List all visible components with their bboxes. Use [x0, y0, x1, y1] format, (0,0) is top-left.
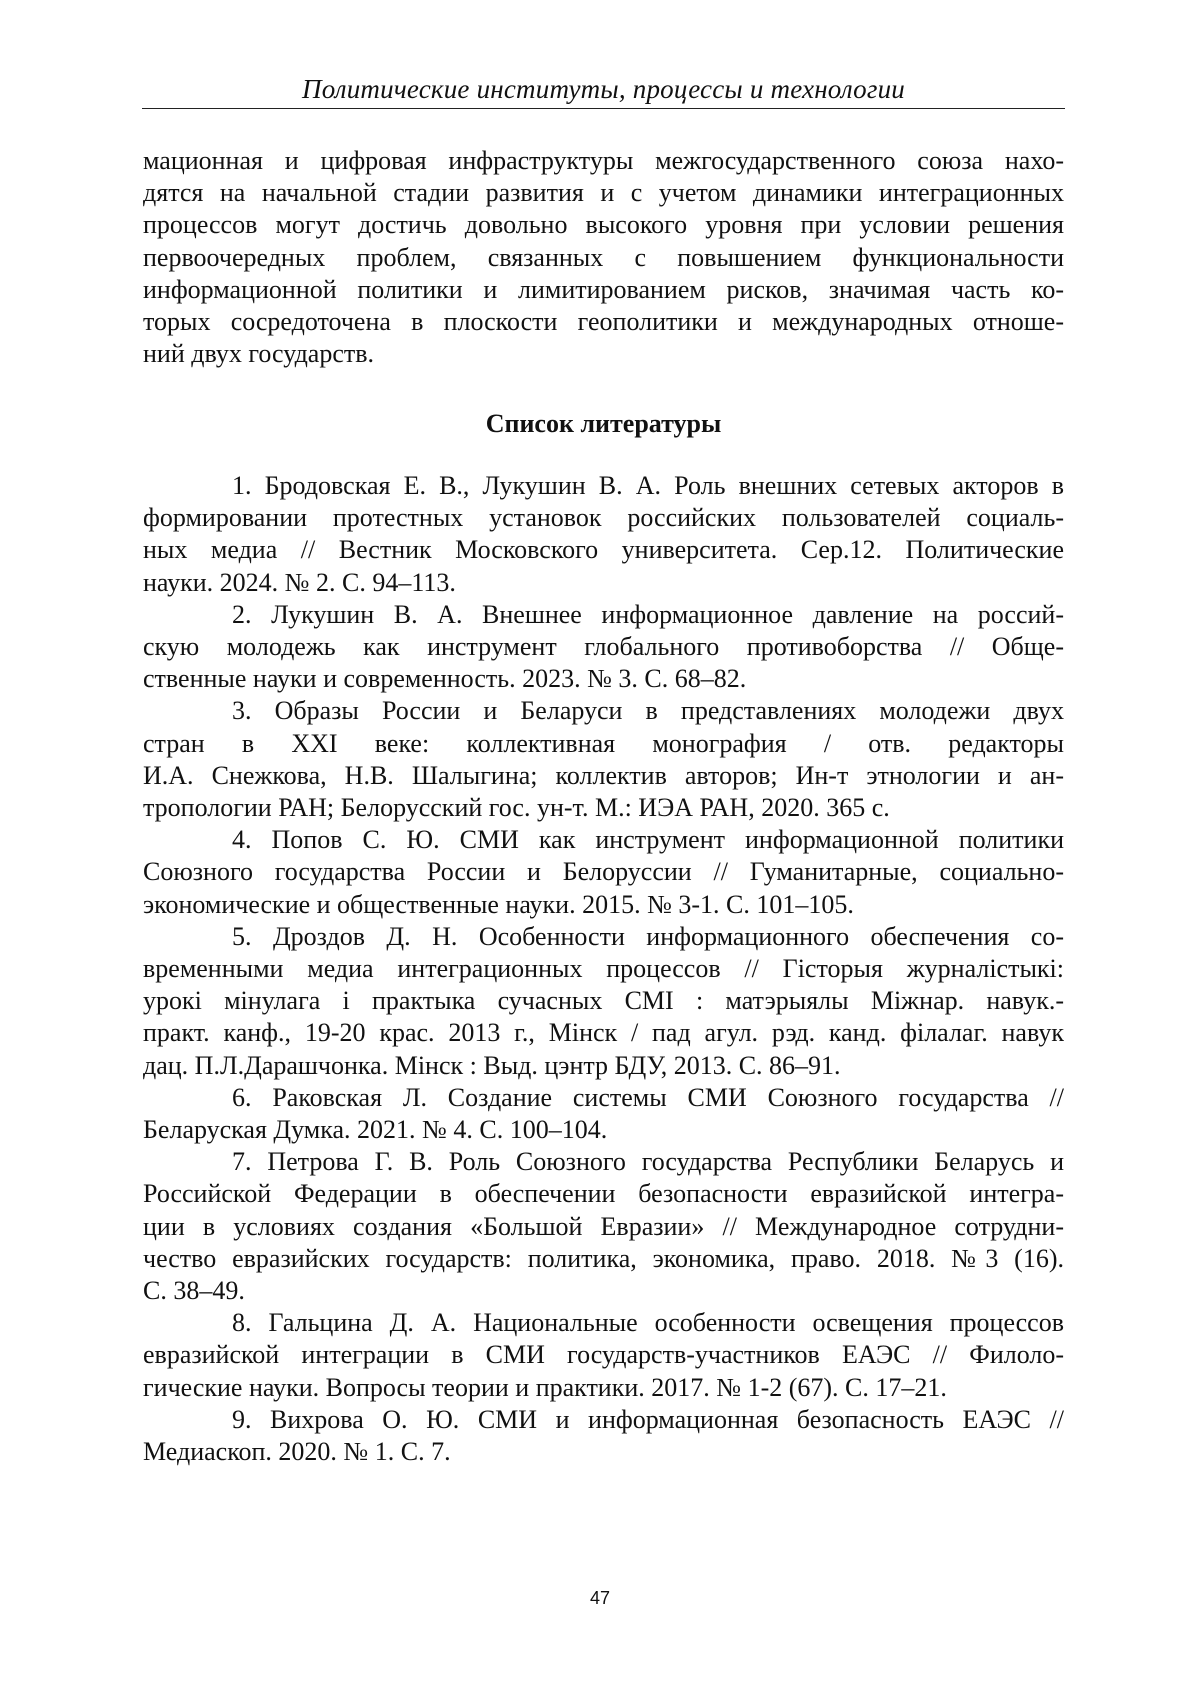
reference-line: С. 38–49. — [143, 1276, 245, 1306]
reference-line: дац. П.Л.Дарашчонка. Мінск : Выд. цэнтр БДУ, 2013. С. 86–91. — [143, 1050, 841, 1080]
reference-line: ных медиа // Вестник Московского университета. Сер.12. Политические — [143, 535, 1064, 565]
references-heading: Список литературы — [485, 409, 722, 438]
body-line: торых сосредоточена в плоскости геополитики и международных отноше- — [143, 307, 1064, 337]
reference-line: тропологии РАН; Белорусский гос. ун-т. М.: ИЭА РАН, 2020. 365 с. — [143, 793, 890, 823]
reference-line: скую молодежь как инструмент глобального противоборства // Обще- — [143, 632, 1064, 662]
reference-item-8 — [143, 1307, 1064, 1404]
body-paragraph — [143, 145, 1064, 370]
running-header: Политические институты, процессы и технологии — [302, 74, 905, 104]
reference-line: ции в условиях создания «Большой Евразии» // Международное сотрудни- — [143, 1211, 1064, 1241]
reference-item-3 — [143, 695, 1064, 824]
reference-item-7 — [143, 1146, 1064, 1307]
reference-line: 5. Дроздов Д. Н. Особенности информационного обеспечения со- — [232, 921, 1064, 951]
reference-line: Российской Федерации в обеспечении безопасности евразийской интегра- — [143, 1179, 1064, 1209]
body-line: информационной политики и лимитированием рисков, значимая часть ко- — [143, 274, 1064, 304]
reference-line: 6. Раковская Л. Создание системы СМИ Союзного государства // — [232, 1082, 1064, 1112]
reference-item-1 — [143, 470, 1064, 599]
reference-item-9 — [143, 1404, 1064, 1468]
reference-line: Беларуская Думка. 2021. № 4. С. 100–104. — [143, 1115, 608, 1145]
body-line: мационная и цифровая инфраструктуры межгосударственного союза нахо- — [143, 146, 1064, 175]
reference-line: формировании протестных установок российских пользователей социаль- — [143, 503, 1064, 533]
reference-item-2 — [143, 599, 1064, 696]
reference-line: 3. Образы России и Беларуси в представлениях молодежи двух — [232, 696, 1064, 726]
reference-line: практ. канф., 19-20 крас. 2013 г., Мінск / пад агул. рэд. канд. філалаг. навук — [143, 1018, 1064, 1048]
reference-line: стран в XXI веке: коллективная монография / отв. редакторы — [143, 728, 1064, 758]
reference-line: 9. Вихрова О. Ю. СМИ и информационная безопасность ЕАЭС // — [232, 1404, 1064, 1434]
reference-line: Союзного государства России и Белоруссии // Гуманитарные, социально- — [143, 857, 1064, 887]
reference-line: 4. Попов С. Ю. СМИ как инструмент информационной политики — [232, 825, 1064, 855]
body-line: процессов могут достичь довольно высокого уровня при условии решения — [143, 210, 1064, 240]
reference-line: 1. Бродовская Е. В., Лукушин В. А. Роль внешних сетевых акторов в — [232, 471, 1064, 500]
body-line: дятся на начальной стадии развития и с учетом динамики интеграционных — [143, 178, 1064, 208]
reference-line: временными медиа интеграционных процессов // Гісторыя журналістыкі: — [143, 954, 1064, 984]
reference-line: науки. 2024. № 2. С. 94–113. — [143, 567, 456, 597]
reference-item-4 — [143, 824, 1064, 921]
body-line: ний двух государств. — [143, 339, 375, 369]
reference-line: евразийской интеграции в СМИ государств-участников ЕАЭС // Филоло- — [143, 1340, 1064, 1370]
reference-list — [143, 470, 1064, 1468]
reference-line: 8. Гальцина Д. А. Национальные особенности освещения процессов — [232, 1308, 1064, 1338]
reference-line: чество евразийских государств: политика, экономика, право. 2018. №3 (16). — [143, 1243, 1064, 1273]
reference-line: 7. Петрова Г. В. Роль Союзного государства Республики Беларусь и — [232, 1147, 1064, 1177]
reference-line: гические науки. Вопросы теории и практики. 2017. № 1-2 (67). С. 17–21. — [143, 1372, 947, 1402]
reference-line: 2. Лукушин В. А. Внешнее информационное давление на россий- — [232, 599, 1064, 629]
reference-line: ственные науки и современность. 2023. № 3. С. 68–82. — [143, 664, 747, 694]
reference-item-5 — [143, 921, 1064, 1082]
page-number: 47 — [589, 1588, 611, 1608]
reference-line: экономические и общественные науки. 2015. № 3-1. С. 101–105. — [143, 889, 854, 919]
reference-line: И.А. Снежкова, Н.В. Шалыгина; коллектив авторов; Ин-т этнологии и ан- — [143, 760, 1064, 790]
header-rule — [142, 108, 1065, 109]
reference-item-6 — [143, 1082, 1064, 1146]
reference-line: урокі мінулага і практыка сучасных СМІ : матэрыялы Міжнар. навук.- — [143, 986, 1064, 1016]
body-line: первоочередных проблем, связанных с повышением функциональности — [143, 242, 1064, 272]
reference-line: Медиаскоп. 2020. № 1. С. 7. — [143, 1437, 451, 1467]
